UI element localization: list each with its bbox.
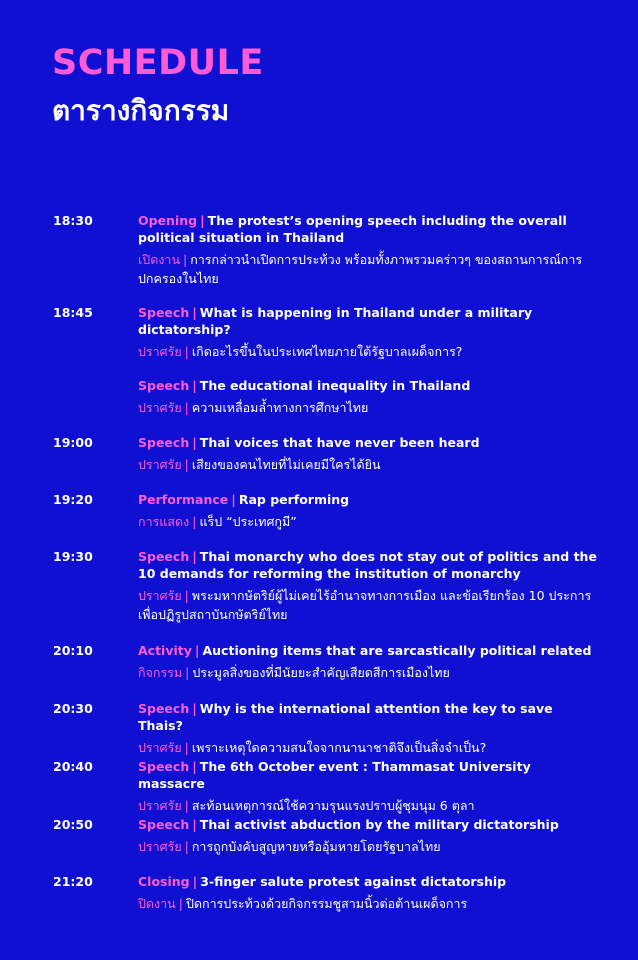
entry-type-en: Closing: [138, 874, 190, 889]
entry-type-th: ปิดงาน: [138, 896, 176, 911]
separator: |: [178, 896, 183, 911]
separator: |: [192, 759, 197, 774]
entry-thai: [138, 512, 598, 531]
entry-content: [138, 700, 598, 757]
separator: |: [184, 740, 189, 755]
entry-title-th: สะท้อนเหตุการณ์ใช้ความรุนแรงปราบผู้ชุมนุม 6 ตุลา: [191, 798, 475, 813]
entry-english: [138, 758, 598, 792]
entry-type-th: ปราศรัย: [138, 798, 182, 813]
entry-title-th: เพราะเหตุใดความสนใจจากนานาชาติจึงเป็นสิ่งจำเป็น?: [191, 740, 487, 755]
separator: |: [192, 435, 197, 450]
entry-type-en: Speech: [138, 305, 190, 320]
entry-thai: [138, 663, 598, 682]
entry-content: [138, 212, 598, 288]
title-thai: ตารางกิจกรรม: [52, 94, 230, 127]
entry-title-th: การถูกบังคับสูญหายหรืออุ้มหายโดยรัฐบาลไทย: [191, 839, 441, 854]
entry-type-th: ปราศรัย: [138, 588, 182, 603]
entry-thai: [138, 250, 598, 288]
entry-title-en: Rap performing: [238, 492, 350, 507]
entry-english: [138, 548, 598, 582]
entry-thai: [138, 586, 598, 624]
entry-title-en: The educational inequality in Thailand: [199, 378, 471, 393]
entry-english: [138, 642, 598, 659]
separator: |: [184, 344, 189, 359]
entry-title-th: เสียงของคนไทยที่ไม่เคยมีใครได้ยิน: [191, 457, 381, 472]
entry-content: [138, 377, 598, 417]
separator: |: [184, 798, 189, 813]
entry-english: [138, 377, 598, 394]
entry-thai: [138, 894, 598, 913]
entry-time: 20:10: [53, 643, 93, 658]
entry-content: [138, 491, 598, 531]
entry-type-en: Activity: [138, 643, 192, 658]
entry-title-en: What is happening in Thailand under a military dictatorship?: [138, 305, 533, 337]
entry-type-th: เปิดงาน: [138, 252, 180, 267]
separator: |: [184, 400, 189, 415]
separator: |: [184, 839, 189, 854]
separator: |: [194, 643, 200, 658]
entry-title-en: Thai voices that have never been heard: [199, 435, 480, 450]
entry-title-en: The 6th October event : Thammasat University massacre: [138, 759, 531, 791]
entry-type-th: ปราศรัย: [138, 839, 182, 854]
separator: |: [192, 514, 197, 529]
entry-title-en: Thai monarchy who does not stay out of politics and the 10 demands for reforming the institution of monarchy: [138, 549, 597, 581]
entry-content: [138, 304, 598, 361]
entry-title-en: The protest’s opening speech including the overall political situation in Thailand: [138, 213, 567, 245]
entry-time: 18:30: [53, 213, 93, 228]
entry-type-en: Speech: [138, 701, 190, 716]
entry-type-en: Speech: [138, 378, 190, 393]
entry-content: [138, 642, 598, 682]
separator: |: [192, 817, 197, 832]
separator: |: [192, 549, 197, 564]
separator: |: [185, 665, 190, 680]
entry-title-th: เกิดอะไรขึ้นในประเทศไทยภายใต้รัฐบาลเผด็จการ?: [191, 344, 463, 359]
entry-thai: [138, 342, 598, 361]
entry-time: 20:30: [53, 701, 93, 716]
separator: |: [184, 457, 189, 472]
entry-time: 19:20: [53, 492, 93, 507]
entry-title-th: ความเหลื่อมล้ำทางการศึกษาไทย: [191, 400, 369, 415]
entry-type-th: ปราศรัย: [138, 740, 182, 755]
entry-title-th: การกล่าวนำเปิดการประท้วง พร้อมทั้งภาพรวมคร่าวๆ ของสถานการณ์การปกครองในไทย: [138, 252, 583, 286]
separator: |: [184, 588, 189, 603]
entry-time: 19:30: [53, 549, 93, 564]
entry-time: 21:20: [53, 874, 93, 889]
entry-title-th: พระมหากษัตริย์ผู้ไม่เคยไร้อำนาจทางการเมือง และข้อเรียกร้อง 10 ประการเพื่อปฏิรูปสถาบันกษัตริย์ไทย: [138, 588, 592, 622]
entry-content: [138, 434, 598, 474]
entry-type-en: Speech: [138, 549, 190, 564]
separator: |: [192, 874, 198, 889]
entry-thai: [138, 837, 598, 856]
entry-thai: [138, 455, 598, 474]
entry-english: [138, 304, 598, 338]
entry-title-th: แร็ป “ประเทศกูมี”: [199, 514, 297, 529]
separator: |: [192, 701, 197, 716]
entry-type-en: Speech: [138, 817, 190, 832]
entry-thai: [138, 738, 598, 757]
separator: |: [231, 492, 236, 507]
entry-type-en: Speech: [138, 435, 190, 450]
entry-title-en: 3-finger salute protest against dictatorship: [200, 874, 507, 889]
entry-time: 19:00: [53, 435, 93, 450]
entry-type-th: การแสดง: [138, 514, 190, 529]
entry-title-th: ประมูลสิ่งของที่มีนัยยะสำคัญเสียดสีการเมืองไทย: [192, 665, 450, 680]
separator: |: [192, 378, 197, 393]
entry-english: [138, 700, 598, 734]
entry-time: 20:40: [53, 759, 93, 774]
entry-content: [138, 758, 598, 815]
entry-title-en: Why is the international attention the key to save Thais?: [138, 701, 553, 733]
entry-time: 20:50: [53, 817, 93, 832]
entry-content: [138, 873, 598, 913]
entry-type-th: ปราศรัย: [138, 344, 182, 359]
entry-title-en: Thai activist abduction by the military dictatorship: [199, 817, 559, 832]
entry-content: [138, 548, 598, 624]
entry-title-en: Auctioning items that are sarcastically political related: [202, 643, 592, 658]
entry-english: [138, 873, 598, 890]
entry-english: [138, 491, 598, 508]
separator: |: [183, 252, 188, 267]
entry-english: [138, 434, 598, 451]
entry-title-th: ปิดการประท้วงด้วยกิจกรรมชูสามนิ้วต่อต้านเผด็จการ: [185, 896, 468, 911]
entry-content: [138, 816, 598, 856]
entry-thai: [138, 398, 598, 417]
title-english: SCHEDULE: [52, 43, 264, 83]
entry-thai: [138, 796, 598, 815]
separator: |: [192, 305, 197, 320]
separator: |: [200, 213, 205, 228]
entry-english: [138, 212, 598, 246]
entry-time: 18:45: [53, 305, 93, 320]
entry-type-th: ปราศรัย: [138, 400, 182, 415]
entry-english: [138, 816, 598, 833]
entry-type-th: กิจกรรม: [138, 665, 183, 680]
entry-type-en: Opening: [138, 213, 198, 228]
entry-type-en: Speech: [138, 759, 190, 774]
entry-type-en: Performance: [138, 492, 229, 507]
entry-type-th: ปราศรัย: [138, 457, 182, 472]
